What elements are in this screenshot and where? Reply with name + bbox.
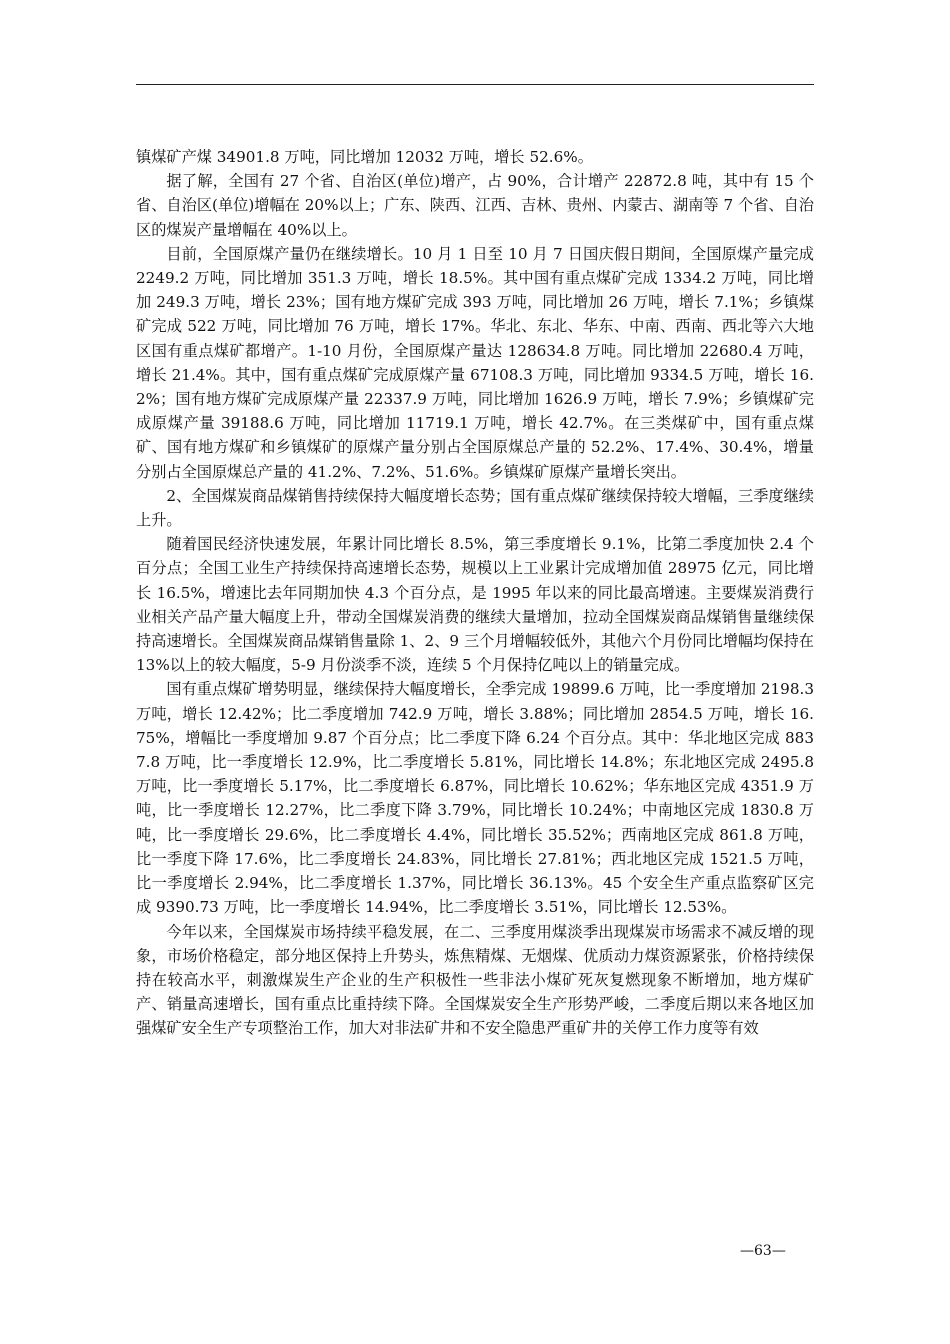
- paragraph-continuation: 镇煤矿产煤 34901.8 万吨，同比增加 12032 万吨，增长 52.6%。: [136, 148, 593, 166]
- paragraph-state-mines: 国有重点煤矿增势明显，继续保持大幅度增长，全季完成 19899.6 万吨，比一季度增加 2198.3 万吨，增长 12.42%；比二季度增加 742.9 万吨，增长 3.88%；同比增加 2854.5 万吨，增长 16.75%，增幅比一季度增加 9.87 个百分点；比二季度下降 6.24 个百分点。其中：华北地区完成 8837.8 万吨，比一季度增长 12.9%，比二季度增长 5.81%，同比增长 14.8%；东北地区完成 2495.8 万吨，比一季度增长 5.17%，比二季度增长 6.87%，同比增长 10.62%；华东地区完成 4351.9 万吨，比一季度增长 12.27%，比二季度下降 3.79%，同比增长 10.24%；中南地区完成 1830.8 万吨，比一季度增长 29.6%，比二季度增长 4.4%，同比增长 35.52%；西南地区完成 861.8 万吨，比一季度下降 17.6%，比二季度增长 24.83%，同比增长 27.81%；西北地区完成 1521.5 万吨，比一季度增长 2.94%，比二季度增长 1.37%，同比增长 36.13%。45 个安全生产重点监察矿区完成 9390.73 万吨，比一季度增长 14.94%，比二季度增长 3.51%，同比增长 12.53%。: [136, 680, 814, 917]
- paragraph-economy: 随着国民经济快速发展，年累计同比增长 8.5%，第三季度增长 9.1%，比第二季度加快 2.4 个百分点；全国工业生产持续保持高速增长态势，规模以上工业累计完成增加值 28975 亿元，同比增长 16.5%，增速比去年同期加快 4.3 个百分点，是 1995 年以来的同比最高增速。主要煤炭消费行业相关产品产量大幅度上升，带动全国煤炭消费的继续大量增加，拉动全国煤炭商品煤销售量继续保持高速增长。全国煤炭商品煤销售量除 1、2、9 三个月增幅较低外，其他六个月份同比增幅均保持在 13%以上的较大幅度，5-9 月份淡季不淡，连续 5 个月保持亿吨以上的销量完成。: [136, 535, 814, 675]
- paragraph-output-growth: 目前，全国原煤产量仍在继续增长。10 月 1 日至 10 月 7 日国庆假日期间，全国原煤产量完成 2249.2 万吨，同比增加 351.3 万吨，增长 18.5%。其中国有重点煤矿完成 1334.2 万吨，同比增加 249.3 万吨，增长 23%；国有地方煤矿完成 393 万吨，同比增加 26 万吨，增长 7.1%；乡镇煤矿完成 522 万吨，同比增加 76 万吨，增长 17%。华北、东北、华东、中南、西南、西北等六大地区国有重点煤矿都增产。1-10 月份，全国原煤产量达 128634.8 万吨。同比增加 22680.4 万吨，增长 21.4%。其中，国有重点煤矿完成原煤产量 67108.3 万吨，同比增加 9334.5 万吨，增长 16.2%；国有地方煤矿完成原煤产量 22337.9 万吨，同比增加 1626.9 万吨，增长 7.9%；乡镇煤矿完成原煤产量 39188.6 万吨，同比增加 11719.1 万吨，增长 42.7%。在三类煤矿中，国有重点煤矿、国有地方煤矿和乡镇煤矿的原煤产量分别占全国原煤总产量的 52.2%、17.4%、30.4%，增量分别占全国原煤总产量的 41.2%、7.2%、51.6%。乡镇煤矿原煤产量增长突出。: [136, 244, 814, 481]
- section-heading-sales: 2、全国煤炭商品煤销售持续保持大幅度增长态势；国有重点煤矿继续保持较大增幅，三季度继续上升。: [136, 486, 814, 530]
- paragraph-market: 今年以来，全国煤炭市场持续平稳发展，在二、三季度用煤淡季出现煤炭市场需求不减反增的现象，市场价格稳定，部分地区保持上升势头，炼焦精煤、无烟煤、优质动力煤资源紧张，价格持续保持在较高水平，刺激煤炭生产企业的生产积极性一些非法小煤矿死灰复燃现象不断增加，地方煤矿产、销量高速增长，国有重点比重持续下降。全国煤炭安全生产形势严峻，二季度后期以来各地区加强煤矿安全生产专项整治工作，加大对非法矿井和不安全隐患严重矿井的关停工作力度等有效: [136, 922, 814, 1038]
- header-rule: [136, 84, 814, 85]
- body-text: [136, 145, 814, 1041]
- page-number: —63—: [740, 1243, 786, 1259]
- paragraph-province-growth: 据了解，全国有 27 个省、自治区(单位)增产，占 90%，合计增产 22872.8 吨，其中有 15 个省、自治区(单位)增幅在 20%以上；广东、陕西、江西、吉林、贵州、内蒙古、湖南等 7 个省、自治区的煤炭产量增幅在 40%以上。: [136, 172, 814, 239]
